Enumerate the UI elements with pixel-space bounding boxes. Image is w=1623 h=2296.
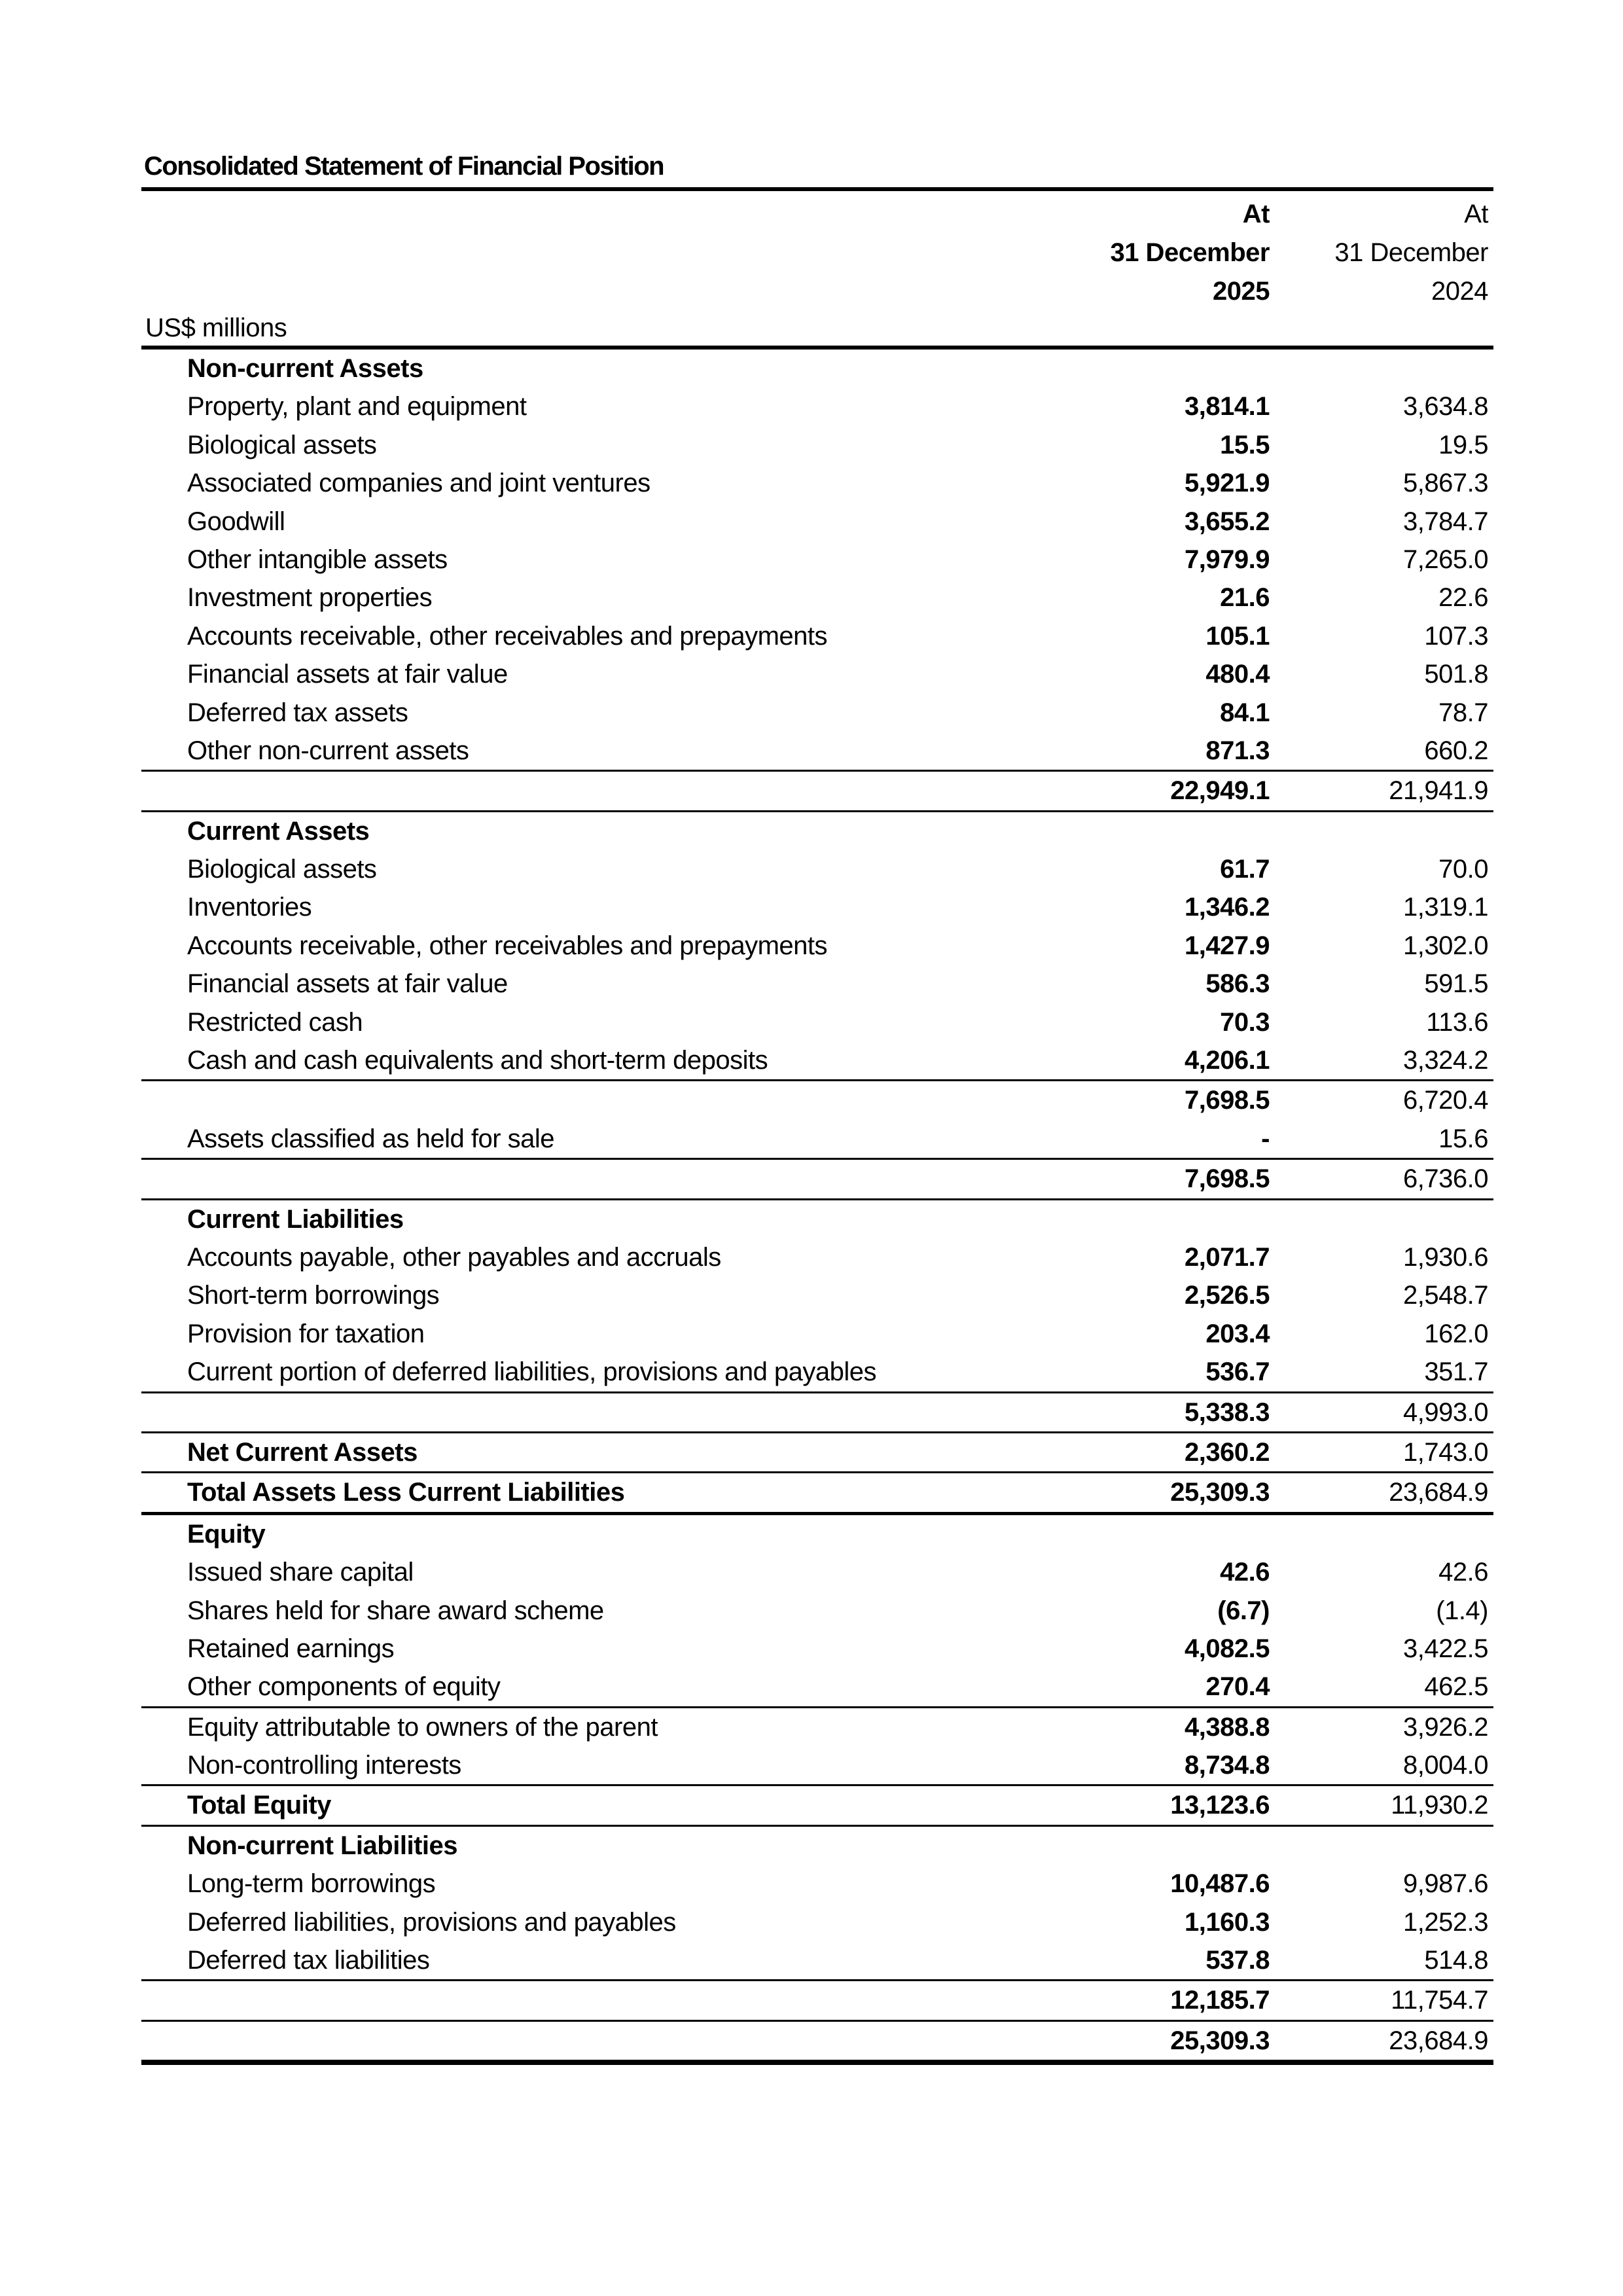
table-row: [141, 732, 1493, 770]
subtotal-row: [141, 770, 1493, 810]
row-label: Deferred liabilities, provisions and payables: [187, 1907, 676, 1937]
row-label: Property, plant and equipment: [187, 392, 527, 422]
section-header-row: [141, 1512, 1493, 1553]
value-2024: 5,867.3: [1403, 469, 1488, 498]
row-label: Other non-current assets: [187, 736, 469, 765]
section-header-row: [141, 346, 1493, 387]
row-label: Non-controlling interests: [187, 1751, 461, 1780]
value-2025: 536.7: [1205, 1357, 1270, 1387]
section-header-row: [141, 1825, 1493, 1865]
value-2024: 23,684.9: [1389, 1478, 1488, 1507]
row-label: Inventories: [187, 893, 312, 922]
value-2025: 1,427.9: [1185, 931, 1270, 960]
table-row: [141, 426, 1493, 464]
value-2024: 23,684.9: [1389, 2026, 1488, 2055]
value-2025: 84.1: [1220, 698, 1270, 727]
table-row: [141, 464, 1493, 502]
value-2025: 1,346.2: [1185, 893, 1270, 922]
table-row: [141, 1865, 1493, 1903]
currency-unit-label: US$ millions: [145, 314, 287, 342]
row-label: Current portion of deferred liabilities, provisions and payables: [187, 1357, 877, 1387]
value-2025: 10,487.6: [1170, 1869, 1270, 1899]
table-row: [141, 1238, 1493, 1276]
table-row: [141, 965, 1493, 1003]
value-2024: 3,784.7: [1403, 507, 1488, 536]
value-2024: 70.0: [1438, 855, 1488, 884]
value-2025: 871.3: [1205, 736, 1270, 765]
table-row: [141, 1784, 1493, 1824]
table-row: [141, 579, 1493, 617]
table-row: [141, 1592, 1493, 1630]
row-label: Accounts receivable, other receivables and prepayments: [187, 621, 827, 651]
table-row: [141, 927, 1493, 965]
row-label: Equity: [187, 1519, 266, 1549]
row-label: Biological assets: [187, 855, 377, 884]
column-2025-line1: At: [1242, 200, 1270, 228]
table-row: [141, 655, 1493, 693]
value-2024: 591.5: [1424, 969, 1488, 999]
value-2024: 107.3: [1424, 621, 1488, 651]
table-row: [141, 1431, 1493, 1471]
section-header-row: [141, 810, 1493, 850]
value-2025: 70.3: [1220, 1007, 1270, 1037]
row-label: Goodwill: [187, 507, 285, 536]
value-2024: 11,930.2: [1391, 1791, 1488, 1820]
value-2025: 4,388.8: [1185, 1712, 1270, 1742]
table-row: [141, 1003, 1493, 1041]
table-row: [141, 1746, 1493, 1784]
row-label: Current Assets: [187, 816, 370, 846]
value-2024: 42.6: [1438, 1558, 1488, 1587]
subtotal-row: [141, 1391, 1493, 1431]
row-label: Short-term borrowings: [187, 1281, 440, 1310]
column-header-2024: [1334, 195, 1488, 311]
column-header-2025: [1110, 195, 1270, 311]
value-2025: 5,921.9: [1185, 469, 1270, 498]
value-2025: 13,123.6: [1170, 1791, 1270, 1820]
value-2025: 25,309.3: [1170, 2026, 1270, 2055]
table-row: [141, 1706, 1493, 1746]
value-2025: 1,160.3: [1185, 1907, 1270, 1937]
value-2025: 8,734.8: [1185, 1751, 1270, 1780]
value-2025: 15.5: [1220, 430, 1270, 459]
subtotal-row: [141, 1079, 1493, 1119]
row-label: Current Liabilities: [187, 1204, 404, 1234]
value-2024: 6,736.0: [1403, 1164, 1488, 1194]
value-2024: 1,302.0: [1403, 931, 1488, 960]
table-row: [141, 387, 1493, 425]
value-2024: 3,324.2: [1403, 1046, 1488, 1075]
value-2024: 3,926.2: [1403, 1712, 1488, 1742]
row-label: Non-current Assets: [187, 354, 423, 383]
value-2024: 1,252.3: [1403, 1907, 1488, 1937]
value-2024: 7,265.0: [1403, 545, 1488, 574]
table-row: [141, 1120, 1493, 1158]
value-2024: 3,634.8: [1403, 392, 1488, 422]
column-2025-year: 2025: [1213, 277, 1270, 306]
table-row: [141, 888, 1493, 926]
table-row: [141, 503, 1493, 541]
row-label: Cash and cash equivalents and short-term deposits: [187, 1046, 768, 1075]
row-label: Equity attributable to owners of the parent: [187, 1712, 658, 1742]
table-row: [141, 850, 1493, 888]
value-2025: 4,082.5: [1185, 1634, 1270, 1663]
value-2025: 21.6: [1220, 583, 1270, 613]
row-label: Restricted cash: [187, 1007, 363, 1037]
column-2025-line2: 31 December: [1110, 238, 1270, 267]
table-row: [141, 1630, 1493, 1668]
value-2025: 105.1: [1205, 621, 1270, 651]
row-label: Total Assets Less Current Liabilities: [187, 1478, 625, 1507]
value-2024: 514.8: [1424, 1946, 1488, 1975]
value-2024: (1.4): [1436, 1596, 1488, 1625]
table-row: [141, 1941, 1493, 1979]
value-2025: 7,698.5: [1185, 1164, 1270, 1194]
value-2024: 1,930.6: [1403, 1242, 1488, 1272]
value-2025: 480.4: [1205, 660, 1270, 689]
table-header: [141, 187, 1493, 346]
value-2025: 7,979.9: [1185, 545, 1270, 574]
value-2024: 8,004.0: [1403, 1751, 1488, 1780]
table-row: [141, 1471, 1493, 1511]
table-row: [141, 1041, 1493, 1079]
row-label: Accounts payable, other payables and accruals: [187, 1242, 721, 1272]
table-row: [141, 1553, 1493, 1591]
row-label: Deferred tax assets: [187, 698, 408, 727]
value-2025: 2,360.2: [1185, 1437, 1270, 1467]
value-2025: 203.4: [1205, 1319, 1270, 1348]
value-2024: 113.6: [1426, 1007, 1488, 1037]
table-row: [141, 1353, 1493, 1391]
value-2024: 78.7: [1438, 698, 1488, 727]
value-2025: 7,698.5: [1185, 1086, 1270, 1115]
row-label: Issued share capital: [187, 1558, 414, 1587]
value-2024: 11,754.7: [1391, 1986, 1488, 2015]
table-body: [141, 346, 1493, 2060]
row-label: Deferred tax liabilities: [187, 1946, 430, 1975]
value-2024: 1,743.0: [1403, 1437, 1488, 1467]
table-row: [141, 541, 1493, 579]
financial-position-table: [141, 187, 1493, 2065]
value-2024: 660.2: [1424, 736, 1488, 765]
row-label: Net Current Assets: [187, 1437, 418, 1467]
value-2024: 2,548.7: [1403, 1281, 1488, 1310]
value-2025: 537.8: [1205, 1946, 1270, 1975]
value-2025: 22,949.1: [1170, 776, 1270, 806]
value-2024: 22.6: [1438, 583, 1488, 613]
row-label: Investment properties: [187, 583, 433, 613]
table-bottom-rule: [141, 2060, 1493, 2065]
row-label: Biological assets: [187, 430, 377, 459]
value-2025: 270.4: [1205, 1672, 1270, 1702]
value-2025: (6.7): [1217, 1596, 1270, 1625]
value-2025: 5,338.3: [1185, 1397, 1270, 1427]
value-2024: 19.5: [1438, 430, 1488, 459]
row-label: Shares held for share award scheme: [187, 1596, 604, 1625]
value-2024: 4,993.0: [1403, 1397, 1488, 1427]
subtotal-row: [141, 1158, 1493, 1198]
value-2024: 162.0: [1424, 1319, 1488, 1348]
subtotal-row: [141, 1979, 1493, 2019]
value-2025: 3,655.2: [1185, 507, 1270, 536]
value-2024: 1,319.1: [1403, 893, 1488, 922]
value-2025: 42.6: [1220, 1558, 1270, 1587]
row-label: Financial assets at fair value: [187, 969, 508, 999]
value-2025: 2,071.7: [1185, 1242, 1270, 1272]
statement-title: Consolidated Statement of Financial Position: [144, 152, 664, 181]
table-row: [141, 1315, 1493, 1353]
subtotal-row: [141, 2020, 1493, 2060]
value-2024: 15.6: [1438, 1124, 1488, 1153]
row-label: Accounts receivable, other receivables and prepayments: [187, 931, 827, 960]
value-2024: 9,987.6: [1403, 1869, 1488, 1899]
section-header-row: [141, 1198, 1493, 1238]
value-2024: 3,422.5: [1403, 1634, 1488, 1663]
row-label: Associated companies and joint ventures: [187, 469, 651, 498]
table-row: [141, 1276, 1493, 1314]
table-row: [141, 1668, 1493, 1706]
row-label: Other components of equity: [187, 1672, 501, 1702]
row-label: Retained earnings: [187, 1634, 395, 1663]
row-label: Provision for taxation: [187, 1319, 425, 1348]
row-label: Financial assets at fair value: [187, 660, 508, 689]
row-label: Non-current Liabilities: [187, 1831, 457, 1860]
row-label: Other intangible assets: [187, 545, 448, 574]
table-row: [141, 617, 1493, 655]
table-row: [141, 1903, 1493, 1941]
value-2025: 61.7: [1220, 855, 1270, 884]
value-2025: 2,526.5: [1185, 1281, 1270, 1310]
row-label: Long-term borrowings: [187, 1869, 436, 1899]
value-2024: 6,720.4: [1403, 1086, 1488, 1115]
value-2024: 21,941.9: [1389, 776, 1488, 806]
value-2025: 12,185.7: [1170, 1986, 1270, 2015]
value-2025: 4,206.1: [1185, 1046, 1270, 1075]
row-label: Total Equity: [187, 1791, 331, 1820]
column-2024-year: 2024: [1431, 277, 1488, 306]
column-2024-line2: 31 December: [1334, 238, 1488, 267]
value-2025: 25,309.3: [1170, 1478, 1270, 1507]
value-2025: 3,814.1: [1185, 392, 1270, 422]
value-2025: -: [1261, 1124, 1270, 1153]
value-2024: 501.8: [1424, 660, 1488, 689]
table-row: [141, 694, 1493, 732]
value-2024: 462.5: [1424, 1672, 1488, 1702]
row-label: Assets classified as held for sale: [187, 1124, 555, 1153]
value-2024: 351.7: [1424, 1357, 1488, 1387]
column-2024-line1: At: [1464, 200, 1488, 228]
value-2025: 586.3: [1205, 969, 1270, 999]
